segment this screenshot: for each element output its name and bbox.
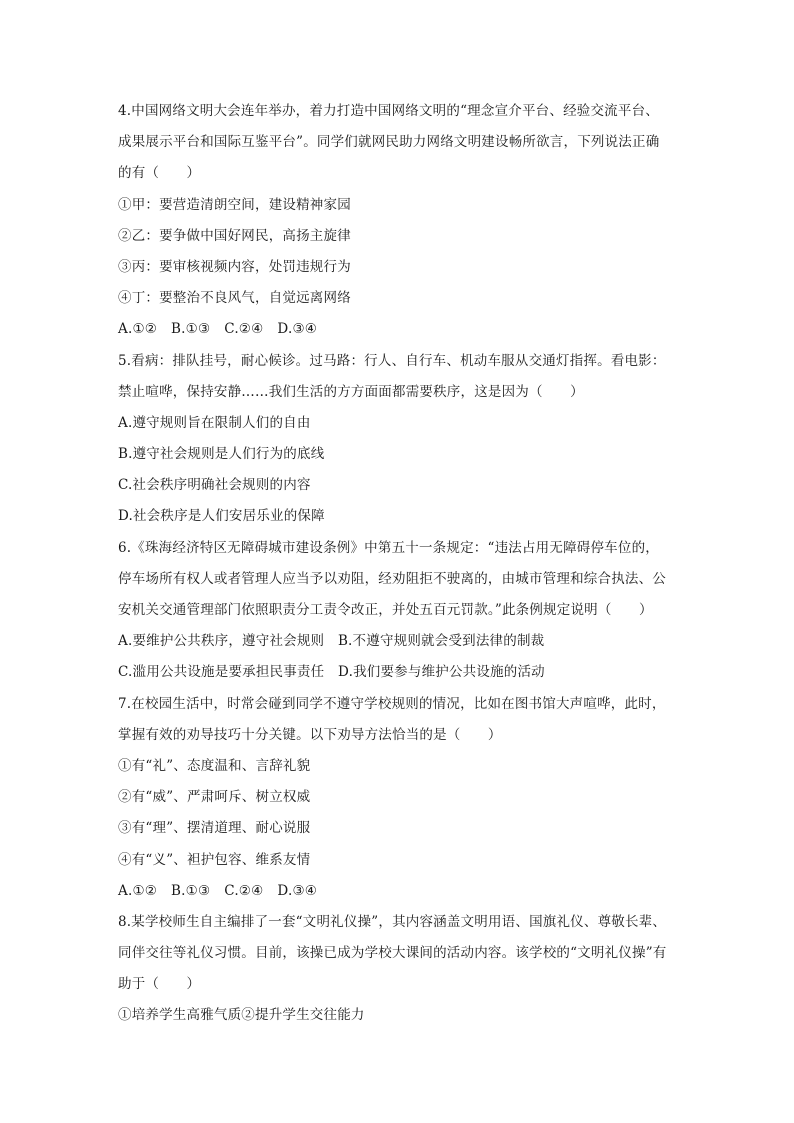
question-6-stem-line: 6.《珠海经济特区无障碍城市建设条例》中第五十一条规定：“违法占用无障碍停车位的， <box>118 539 659 556</box>
question-7-option-b: B.①③ <box>171 882 211 899</box>
question-8-item: ①培养学生高雅气质②提升学生交往能力 <box>118 1007 365 1024</box>
question-4-option-d: D.③④ <box>277 321 318 338</box>
question-7-option-a: A.①② <box>118 882 158 899</box>
question-5-option-a: A.遵守规则旨在限制人们的自由 <box>118 414 311 431</box>
question-5-option-b: B.遵守社会规则是人们行为的底线 <box>118 446 325 463</box>
question-8-stem-line: 助于（ ） <box>118 976 201 993</box>
question-4-item: ①甲：要营造清朗空间，建设精神家园 <box>118 196 351 213</box>
question-4-option-a: A.①② <box>118 321 158 338</box>
question-4-item: ③丙：要审核视频内容，处罚违规行为 <box>118 258 351 275</box>
question-7-item: ④有“义”、袒护包容、维系友情 <box>118 851 311 868</box>
question-7-option-d: D.③④ <box>277 882 318 899</box>
question-4-options <box>118 314 680 345</box>
question-6 <box>118 533 680 689</box>
question-6-stem-line: 停车场所有权人或者管理人应当予以劝阻，经劝阻拒不驶离的，由城市管理和综合执法、公 <box>118 570 666 587</box>
question-7-stem-line: 掌握有效的劝导技巧十分关键。以下劝导方法恰当的是（ ） <box>118 726 502 743</box>
question-7 <box>118 689 680 907</box>
question-5-option-c: C.社会秩序明确社会规则的内容 <box>118 477 311 494</box>
question-7-item: ②有“威”、严肃呵斥、树立权威 <box>118 789 311 806</box>
question-8-stem-line: 8.某学校师生自主编排了一套“文明礼仪操”，其内容涵盖文明用语、国旗礼仪、尊敬长辈、 <box>118 913 667 930</box>
question-4-stem-line: 4.中国网络文明大会连年举办，着力打造中国网络文明的“理念宣介平台、经验交流平台、 <box>118 103 659 119</box>
question-4-item: ②乙：要争做中国好网民，高扬主旋律 <box>118 227 351 244</box>
question-4-stem-line: 的有（ ） <box>118 165 201 182</box>
exam-page <box>118 96 680 1032</box>
question-8 <box>118 907 680 1032</box>
question-6-stem-line: 安机关交通管理部门依照职责分工责令改正，并处五百元罚款。”此条例规定说明（ ） <box>118 602 653 618</box>
question-7-item: ①有“礼”、态度温和、言辞礼貌 <box>118 757 311 774</box>
question-4-stem-line: 成果展示平台和国际互鉴平台”。同学们就网民助力网络文明建设畅所欲言，下列说法正确 <box>118 134 660 151</box>
question-4-option-b: B.①③ <box>171 321 211 338</box>
question-7-item: ③有“理”、摆清道理、耐心说服 <box>118 820 311 837</box>
question-6-options-cd: C.滥用公共设施是要承担民事责任 D.我们要参与维护公共设施的活动 <box>118 664 545 681</box>
question-4 <box>118 96 680 346</box>
question-5-option-d: D.社会秩序是人们安居乐业的保障 <box>118 508 325 525</box>
question-6-options-ab: A.要维护公共秩序，遵守社会规则 B.不遵守规则就会受到法律的制裁 <box>118 633 545 650</box>
question-5 <box>118 346 680 533</box>
question-7-stem-line: 7.在校园生活中，时常会碰到同学不遵守学校规则的情况，比如在图书馆大声喧哗，此时， <box>118 695 666 712</box>
question-7-option-c: C.②④ <box>224 882 264 899</box>
question-5-stem-line: 禁止喧哗，保持安静……我们生活的方方面面都需要秩序，这是因为（ ） <box>118 383 584 400</box>
question-8-stem-line: 同伴交往等礼仪习惯。目前，该操已成为学校大课间的活动内容。该学校的“文明礼仪操”有 <box>118 945 667 962</box>
question-4-item: ④丁：要整治不良风气，自觉远离网络 <box>118 290 351 307</box>
question-4-option-c: C.②④ <box>224 321 264 338</box>
question-7-options <box>118 876 680 907</box>
question-5-stem-line: 5.看病：排队挂号，耐心候诊。过马路：行人、自行车、机动车服从交通灯指挥。看电影： <box>118 352 666 369</box>
